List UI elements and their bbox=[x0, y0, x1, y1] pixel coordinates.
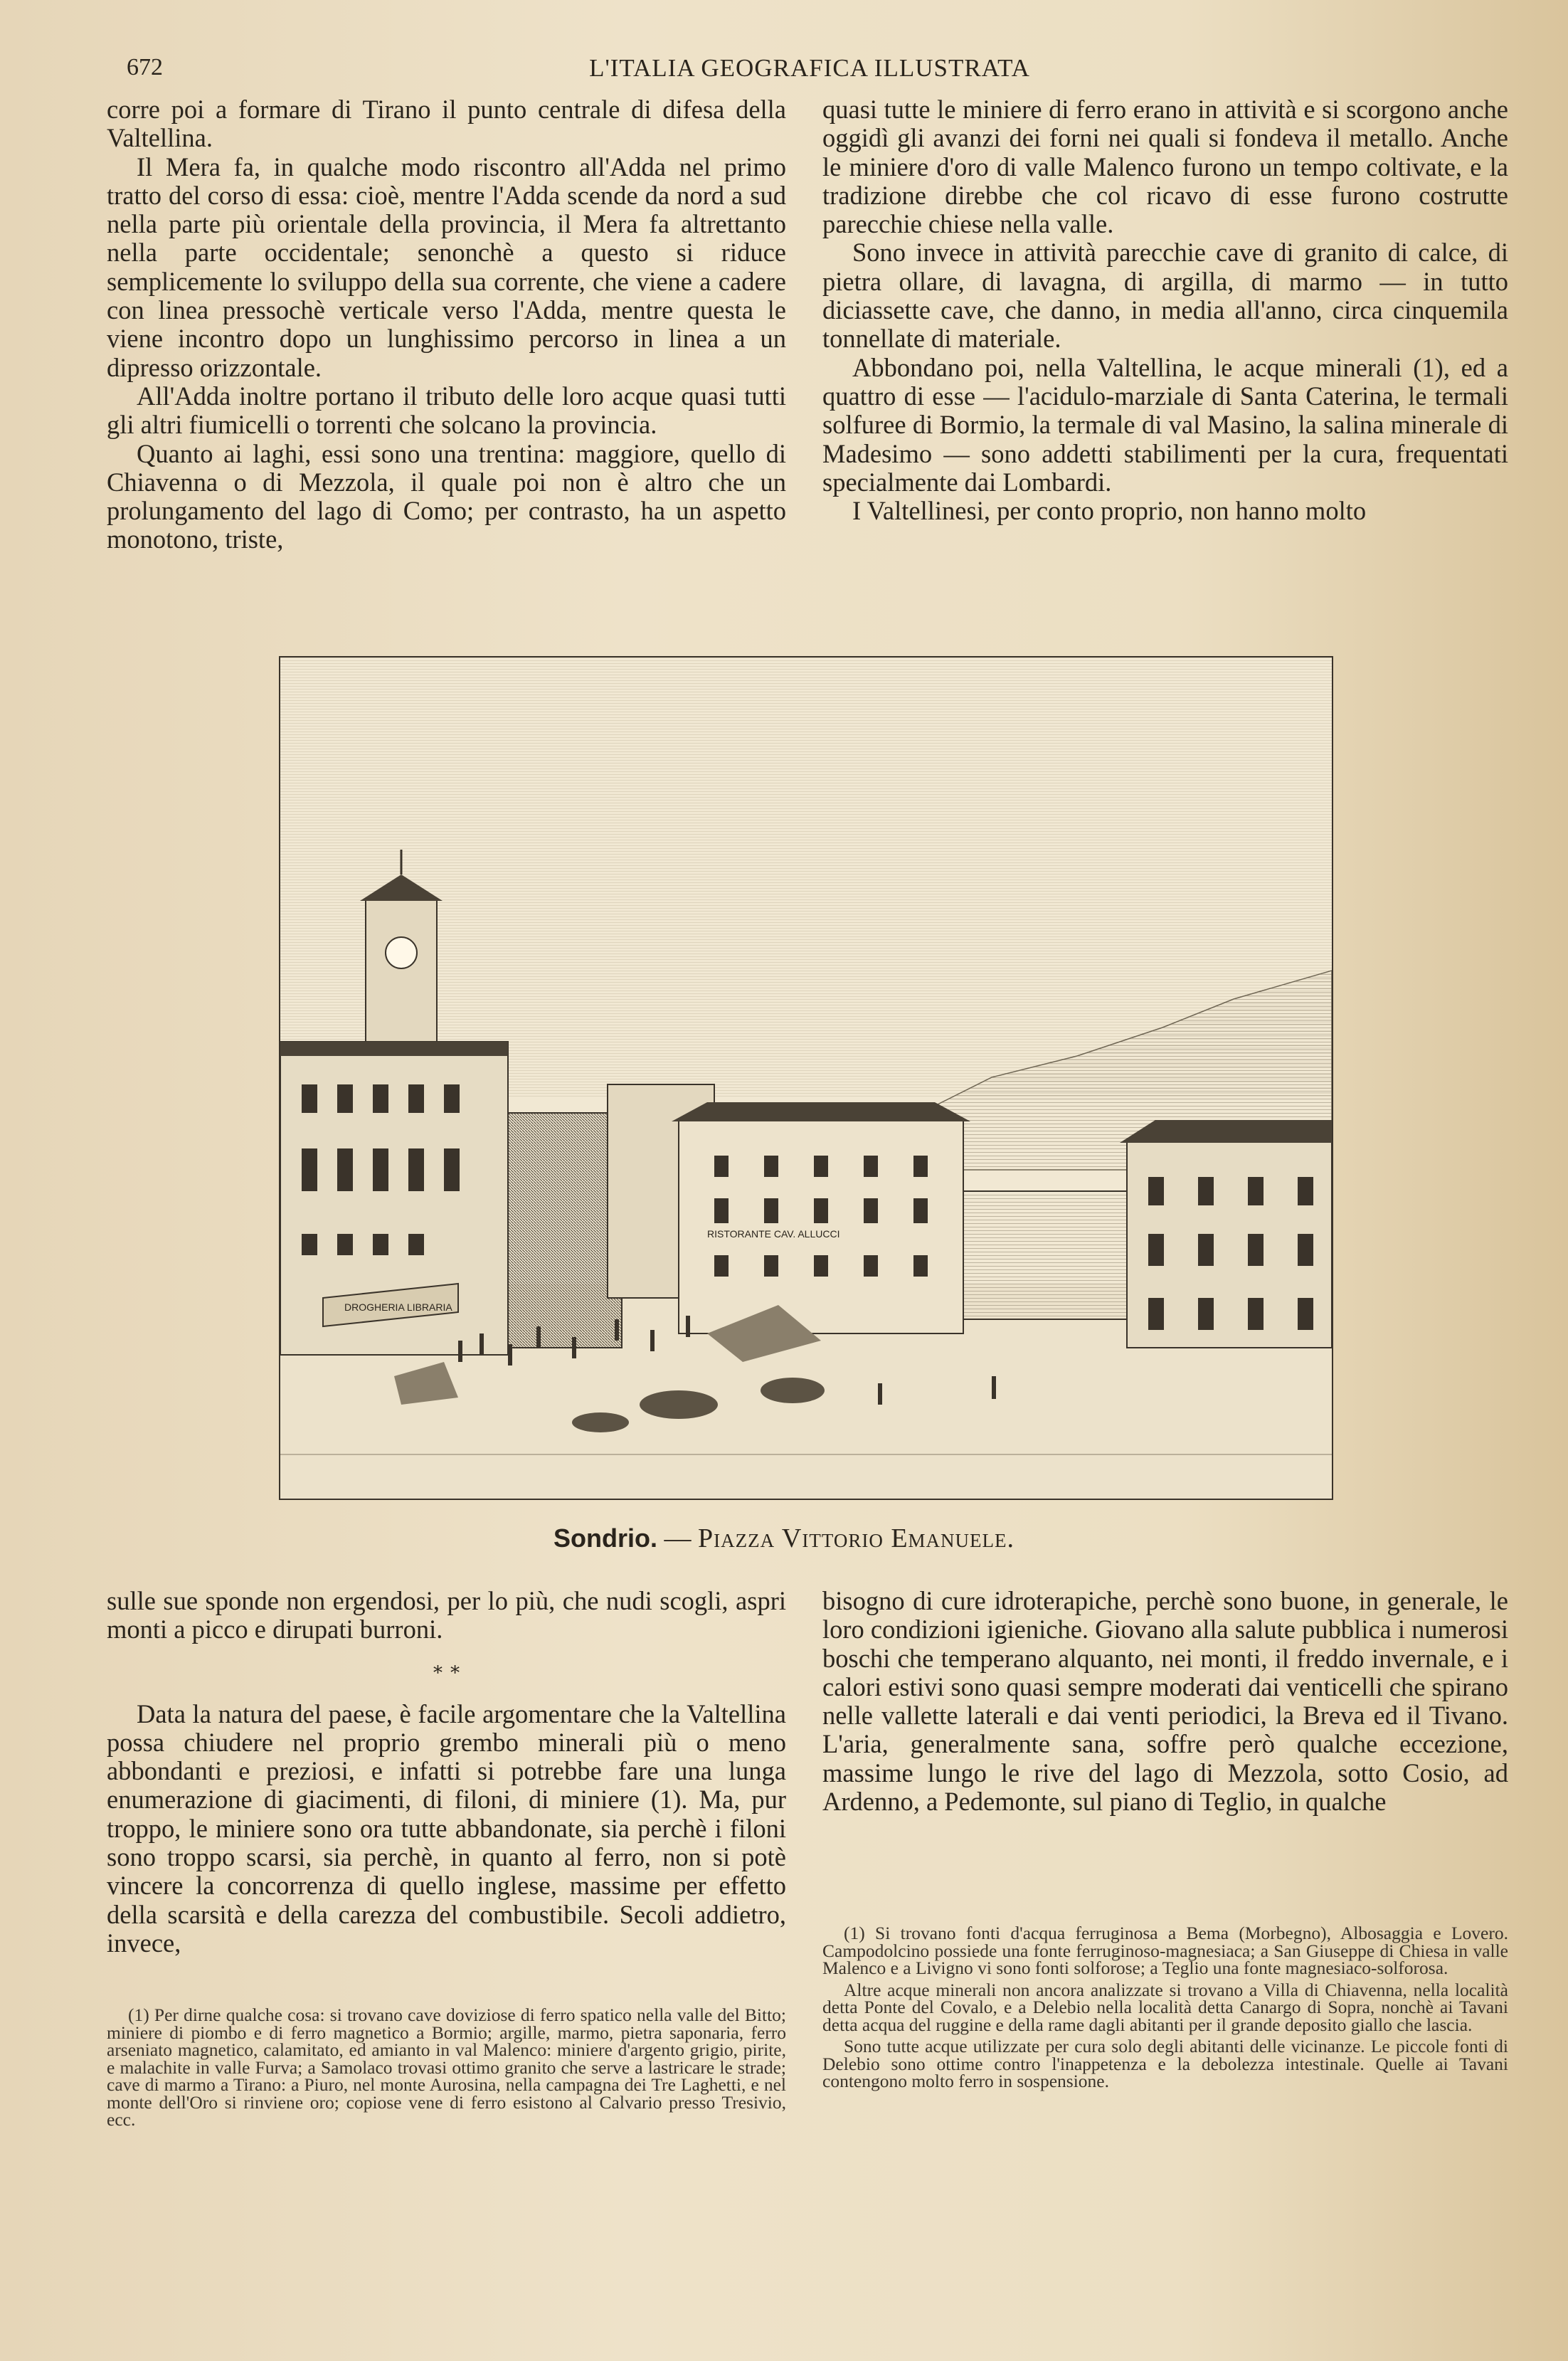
paragraph: Abbondano poi, nella Valtellina, le acque minerali (1), ed a quattro di esse — l'acidulo-marziale di Santa Caterina, le termali solfuree di Bormio, la termale di val Masino, la salina minerale di Madesimo — sono addetti stabilimenti per la cura, frequentati specialmente dai Lombardi. bbox=[822, 352, 1508, 497]
paragraph: corre poi a formare di Tirano il punto centrale di difesa della Valtellina. bbox=[107, 95, 786, 153]
paragraph: I Valtellinesi, per conto proprio, non hanno molto bbox=[852, 496, 1367, 526]
column-bottom-right bbox=[822, 1587, 1508, 1816]
shop-sign: DROGHERIA LIBRARIA bbox=[344, 1301, 452, 1313]
page-number: 672 bbox=[127, 54, 163, 80]
ristorante-sign: RISTORANTE CAV. ALLUCCI bbox=[707, 1228, 840, 1240]
column-bottom-left bbox=[107, 1587, 786, 1958]
building-right-roof bbox=[1120, 1120, 1332, 1143]
paragraph: sulle sue sponde non ergendosi, per lo più, che nudi scogli, aspri monti a picco e dirupati burroni. bbox=[107, 1586, 786, 1644]
footnote-text: (1) Per dirne qualche cosa: si trovano cave doviziose di ferro spatico nella valle del Bitto; miniere di piombo e di ferro magnetico a Bormio; argille, marmo, pietra saponaria, ferro arseniato magnetico, calamitato, ed amianto in val Malenco: miniere d'argento grigio, pirite, e malachite in valle Furva; a Samolaco trovasi ottimo granito che serve a lastricare le strade; cave di marmo a Tirano: a Piuro, nel monte Aurosina, nella campagna dei Tre Laghetti, e nel monte dell'Oro si rinviene oro; copiose vene di ferro esistono al Calvario presso Tresivio, ecc. bbox=[107, 2005, 786, 2130]
footnote-text: Sono tutte acque utilizzate per cura solo degli abitanti delle vicinanze. Le piccole fonti di Delebio sono ottime contro l'inappetenza e la debolezza intestinale. Quelle ai Tavani contengono molto ferro in sospensione. bbox=[822, 2036, 1508, 2091]
footnotes-right bbox=[822, 1925, 1508, 2095]
paragraph: quasi tutte le miniere di ferro erano in attività e si scorgono anche oggidì gli avanzi dei forni nei quali si fondeva il metallo. Anche le miniere d'oro di valle Malenco furono un tempo coltivate, e la tradizione direbbe che col ricavo di esse furono costrutte parecchie chiese nella valle. bbox=[822, 95, 1508, 239]
paragraph: bisogno di cure idroterapiche, perchè sono buone, in generale, le loro condizioni igieniche. Giovano alla salute pubblica i numerosi boschi che temperano alquanto, nei monti, il freddo invernale, e i calori estivi sono quasi sempre moderati dai venticelli che spirano nelle vallette laterali e dai venti periodici, la Breva ed il Tivano. L'aria, generalmente sana, soffre però qualche eccezione, massime lungo le rive del lago di Mezzola, sotto Cosio, ad Ardenno, a Pedemonte, sul piano di Teglio, in qualche bbox=[822, 1586, 1508, 1817]
piazza-engraving bbox=[280, 657, 1332, 1499]
running-title: L'ITALIA GEOGRAFICA ILLUSTRATA bbox=[589, 54, 1030, 82]
footnote-text: Altre acque minerali non ancora analizzate si trovano a Villa di Chiavenna, nella località detta Ponte del Covalo, e a Delebio nella località detta Canargo di Sopra, nonchè ai Tavani detta acqua del ruggine e della rame dagli abitanti per il grande deposito giallo che lascia. bbox=[822, 1979, 1508, 2035]
footnote-left bbox=[107, 2007, 786, 2133]
tower-clock bbox=[386, 937, 417, 968]
engraving-illustration bbox=[279, 656, 1333, 1500]
ristorante-roof bbox=[672, 1102, 970, 1121]
building-mid-right bbox=[963, 1191, 1127, 1319]
paragraph: All'Adda inoltre portano il tributo delle loro acque quasi tutti gli altri fiumicelli o torrenti che solcano la provincia. bbox=[107, 381, 786, 440]
paragraph: Data la natura del paese, è facile argomentare che la Valtellina possa chiudere nel proprio grembo minerali più o meno abbondanti e preziosi, e infatti si potrebbe fare una lunga enumerazione di giacimenti, di filoni, di miniere (1). Ma, pur troppo, le miniere sono ora tutte abbandonate, sia perchè i filoni sono troppo scarsi, sia perchè, in quanto al ferro, non si potè vincere la concorrenza di quello inglese, massime per effetto della scarsità e della carezza del combustibile. Secoli addietro, invece, bbox=[107, 1699, 786, 1958]
figure-caption bbox=[0, 1523, 1568, 1554]
page-header bbox=[127, 54, 1493, 90]
paragraph: Sono invece in attività parecchie cave di granito di calce, di pietra ollare, di lavagna, di argilla, di marmo — in tutto diciassette cave, che danno, in media all'anno, circa cinquemila tonnellate di materiale. bbox=[822, 238, 1508, 354]
building-left-cornice bbox=[280, 1042, 508, 1056]
column-top-right bbox=[822, 95, 1508, 525]
section-separator: ∗ ∗ bbox=[431, 1658, 462, 1679]
footnote-text: (1) Si trovano fonti d'acqua ferruginosa a Bema (Morbegno), Albosaggia e Lovero. Campodolcino possiede una fonte ferruginoso-magnesiaca; a San Giuseppe di Chiesa in valle Malenco e a Livigno vi sono fonti solforose; a Teglio una fonte magnesiaco-solforosa. bbox=[822, 1923, 1508, 1978]
column-top-left bbox=[107, 95, 786, 554]
caption-city: Sondrio. bbox=[553, 1523, 657, 1553]
paragraph: Il Mera fa, in qualche modo riscontro all'Adda nel primo tratto del corso di essa: cioè, mentre l'Adda scende da nord a sud nella parte più orientale della provincia, il Mera fa altrettanto nella parte occidentale; senonchè a questo si riduce semplicemente lo sviluppo della sua corrente, che viene a cadere con linea pressochè verticale verso l'Adda, mentre questa le viene incontro dopo un lunghissimo percorso in linea a un dipresso orizzontale. bbox=[107, 152, 786, 382]
caption-place: Piazza Vittorio Emanuele. bbox=[697, 1523, 1015, 1553]
caption-dash: — bbox=[657, 1523, 698, 1553]
building-ristorante bbox=[679, 1120, 963, 1333]
building-mid-left bbox=[508, 1113, 622, 1348]
paragraph: Quanto ai laghi, essi sono una trentina: maggiore, quello di Chiavenna o di Mezzola, il quale poi non è altro che un prolungamento del lago di Como; per contrasto, ha un aspetto monotono, triste, bbox=[107, 438, 786, 554]
